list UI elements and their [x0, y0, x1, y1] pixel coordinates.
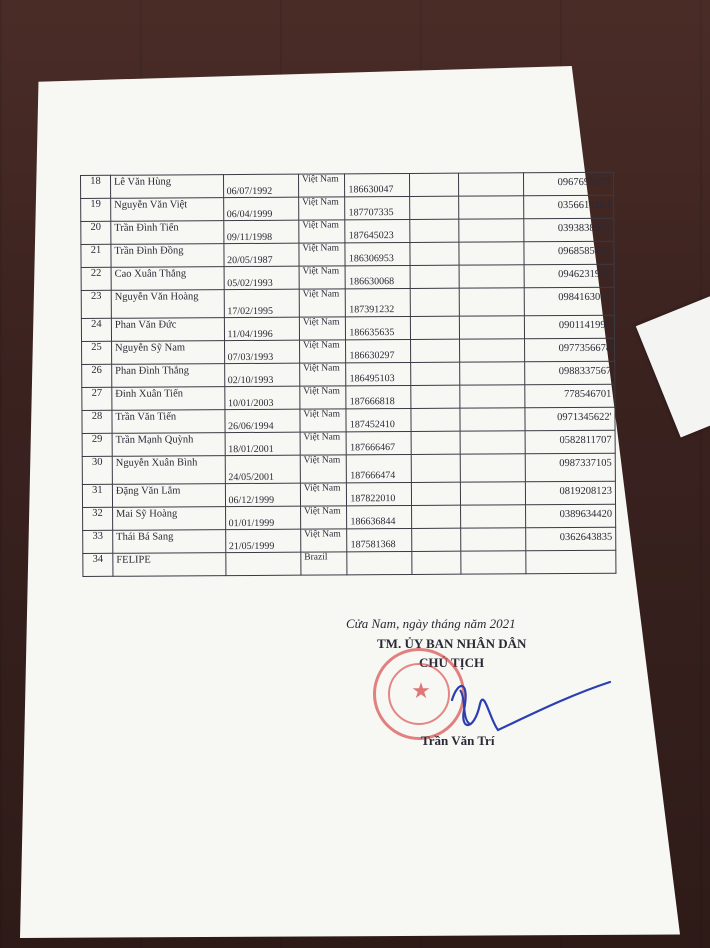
cell-blank [412, 454, 461, 482]
cell-date-of-birth-text: 10/01/2003 [227, 397, 274, 410]
cell-nationality: Việt Nam [300, 386, 347, 409]
cell-blank [461, 528, 526, 551]
cell-blank [410, 196, 459, 219]
cell-blank [412, 551, 461, 574]
cell-blank [411, 362, 460, 385]
cell-date-of-birth-text: 26/06/1994 [228, 420, 274, 433]
signer-role: CHỦ TỊCH [419, 655, 485, 670]
cell-phone [524, 264, 614, 288]
cell-id-number-text: 186306953 [348, 253, 394, 265]
cell-blank [460, 339, 525, 362]
table-row [83, 504, 616, 530]
cell-date-of-birth [223, 243, 299, 266]
cell-full-name-text: Trần Đình Tiến [114, 222, 179, 234]
cell-phone [524, 287, 614, 316]
cell-id-number-text: 187822010 [350, 493, 396, 505]
cell-date-of-birth-text: 06/07/1992 [226, 185, 273, 198]
cell-number: 20 [81, 221, 111, 244]
cell-phone-text: 0968585969 [557, 245, 611, 258]
cell-full-name [111, 221, 224, 245]
table-row [82, 361, 615, 387]
cell-date-of-birth [225, 483, 301, 506]
cell-nationality: Việt Nam [300, 409, 347, 432]
cell-number: 29 [82, 433, 112, 456]
cell-number: 23 [81, 290, 111, 318]
cell-blank [459, 242, 524, 265]
cell-full-name [110, 175, 223, 199]
cell-phone [525, 361, 615, 385]
cell-blank [411, 339, 460, 362]
cell-full-name [112, 364, 225, 388]
cell-blank [460, 431, 525, 454]
cell-number: 25 [82, 341, 112, 364]
cell-id-number [346, 408, 411, 431]
cell-id-number [346, 431, 411, 454]
table-row [81, 195, 614, 221]
cell-full-name-text: Phan Văn Đức [114, 319, 177, 331]
cell-number: 24 [81, 318, 111, 341]
table-row [82, 384, 615, 410]
cell-number: 18 [81, 175, 111, 198]
cell-blank [411, 385, 460, 408]
cell-full-name [112, 387, 225, 411]
cell-phone [525, 407, 615, 431]
cell-number: 28 [82, 410, 112, 433]
cell-nationality: Việt Nam [300, 506, 347, 529]
cell-date-of-birth-text: 18/01/2001 [228, 443, 274, 456]
cell-id-number [345, 196, 410, 219]
cell-blank [459, 219, 524, 242]
cell-nationality: Việt Nam [300, 363, 347, 386]
cell-id-number [346, 288, 411, 316]
cell-date-of-birth [225, 455, 301, 483]
cell-phone-text: 0967695678 [557, 176, 611, 189]
cell-blank [459, 196, 524, 219]
table-row [81, 287, 614, 318]
cell-phone [526, 527, 616, 551]
member-list-table [80, 172, 616, 577]
table-row [81, 172, 614, 198]
cell-number: 26 [82, 364, 112, 387]
cell-date-of-birth-text: 11/04/1996 [227, 328, 273, 341]
place-date-line: Cửa Nam, ngày tháng năm 2021 [346, 616, 516, 631]
cell-blank [410, 219, 459, 242]
cell-phone [524, 218, 614, 242]
cell-id-number-text: 187452410 [349, 419, 395, 431]
cell-nationality: Việt Nam [299, 340, 346, 363]
signer-name: Trần Văn Trí [421, 733, 495, 748]
cell-blank [412, 528, 461, 551]
cell-phone [524, 241, 614, 265]
cell-full-name [112, 433, 225, 457]
cell-full-name-text: Phan Đình Thắng [115, 365, 190, 377]
cell-full-name [113, 553, 226, 577]
cell-blank [460, 454, 525, 482]
cell-blank [459, 288, 524, 316]
cell-blank [411, 316, 460, 339]
cell-phone [525, 338, 615, 362]
cell-date-of-birth [224, 289, 300, 317]
cell-blank [412, 505, 461, 528]
cell-phone-text: 0988337567 [558, 365, 612, 378]
cell-full-name-text: Nguyễn Xuân Bình [115, 457, 198, 469]
cell-id-number-text: 186636844 [350, 516, 396, 528]
cell-phone-text: 0987337105 [559, 457, 612, 470]
cell-phone [524, 315, 614, 339]
cell-nationality: Việt Nam [300, 455, 347, 483]
cell-blank [460, 385, 525, 408]
cell-date-of-birth [224, 363, 300, 386]
cell-blank [458, 173, 523, 196]
cell-blank [459, 316, 524, 339]
table-row [81, 315, 614, 341]
cell-date-of-birth [224, 340, 300, 363]
cell-date-of-birth-text: 05/02/1993 [227, 277, 273, 290]
cell-blank [460, 408, 525, 431]
cell-blank [411, 265, 460, 288]
cell-date-of-birth-text: 02/10/1993 [227, 374, 274, 387]
cell-id-number [346, 385, 411, 408]
cell-date-of-birth [224, 266, 300, 289]
cell-full-name-text: Đặng Văn Lắm [115, 485, 181, 497]
cell-phone-text: 778546701 [564, 388, 612, 401]
cell-id-number [347, 551, 412, 574]
cell-blank [411, 408, 460, 431]
cell-nationality: Việt Nam [299, 266, 346, 289]
cell-full-name-text: Nguyễn Văn Hoàng [114, 291, 199, 303]
cell-phone-text: 0362643835 [559, 531, 613, 544]
cell-blank [460, 362, 525, 385]
cell-number: 33 [83, 530, 113, 553]
cell-id-number-text: 186495103 [349, 373, 395, 385]
cell-nationality: Việt Nam [299, 243, 346, 266]
cell-date-of-birth-text: 20/05/1987 [227, 254, 273, 267]
cell-full-name [112, 484, 225, 508]
cell-full-name-text: Lê Văn Hùng [113, 176, 171, 188]
cell-blank [410, 173, 459, 196]
cell-date-of-birth [225, 432, 301, 455]
cell-full-name [112, 507, 225, 531]
table-row [83, 527, 616, 553]
background-paper-corner [636, 293, 710, 438]
cell-phone-text: 0984163064 [558, 291, 611, 304]
cell-date-of-birth-text: 06/04/1999 [226, 208, 273, 221]
cell-full-name [111, 267, 224, 291]
cell-id-number [346, 339, 411, 362]
cell-date-of-birth-text: 21/05/1999 [228, 540, 275, 553]
cell-phone-text: 0582811707 [559, 434, 612, 447]
cell-nationality: Việt Nam [299, 197, 346, 220]
cell-id-number [345, 173, 410, 196]
cell-number: 31 [82, 484, 112, 507]
cell-blank [411, 288, 460, 316]
cell-full-name [111, 290, 224, 319]
cell-id-number-text: 187645023 [348, 230, 394, 242]
cell-full-name-text: Mai Sỹ Hoàng [115, 508, 178, 520]
cell-date-of-birth-text: 09/11/1998 [226, 231, 273, 244]
cell-phone [525, 430, 615, 454]
cell-phone-text: 0819208123 [559, 485, 612, 498]
cell-phone [524, 172, 614, 196]
cell-full-name-text: Cao Xuân Thắng [114, 268, 187, 280]
cell-full-name [112, 410, 225, 434]
cell-nationality: Việt Nam [301, 529, 348, 552]
cell-date-of-birth [224, 386, 300, 409]
cell-full-name [111, 244, 224, 268]
cell-nationality: Việt Nam [300, 483, 347, 506]
cell-full-name [113, 530, 226, 554]
cell-full-name-text: Đinh Xuân Tiến [115, 388, 184, 400]
table-row [81, 241, 614, 267]
cell-date-of-birth-text: 07/03/1993 [227, 351, 274, 364]
cell-date-of-birth-text: 17/02/1995 [227, 305, 273, 318]
cell-date-of-birth [225, 506, 301, 529]
cell-blank [459, 265, 524, 288]
cell-number: 30 [82, 456, 112, 484]
cell-phone-text: 0971345622' [557, 411, 612, 424]
seal-star-icon: ★ [411, 679, 431, 704]
cell-blank [461, 505, 526, 528]
cell-id-number-text: 186630047 [348, 184, 394, 196]
cell-full-name [111, 318, 224, 342]
cell-nationality: Brazil [301, 552, 348, 575]
cell-phone-text: 0946231993 [558, 268, 611, 281]
cell-date-of-birth [225, 552, 301, 575]
cell-phone-text: 0389634420 [559, 508, 613, 521]
cell-id-number-text: 187666818 [349, 396, 395, 408]
cell-id-number-text: 186635635 [349, 327, 395, 339]
cell-id-number [345, 219, 410, 242]
cell-full-name-text: Nguyễn Văn Việt [114, 199, 188, 211]
cell-phone [524, 195, 614, 219]
cell-phone-text: 0393838661 [557, 222, 611, 235]
cell-id-number [346, 362, 411, 385]
cell-phone [526, 504, 616, 528]
table-body [81, 172, 616, 576]
cell-full-name-text: FELIPE [116, 554, 151, 566]
cell-phone [525, 481, 615, 505]
cell-id-number-text: 187666467 [350, 442, 396, 454]
cell-blank [461, 551, 526, 574]
cell-full-name-text: Nguyễn Sỹ Nam [114, 342, 186, 354]
table-row [82, 453, 615, 484]
table-row [81, 218, 614, 244]
cell-id-number [345, 242, 410, 265]
cell-nationality: Việt Nam [299, 289, 346, 317]
cell-date-of-birth-text: 24/05/2001 [228, 471, 274, 484]
cell-date-of-birth [224, 409, 300, 432]
cell-date-of-birth-text: 06/12/1999 [228, 494, 275, 507]
cell-number: 27 [82, 387, 112, 410]
cell-full-name-text: Thái Bá Sang [116, 531, 174, 543]
table-row [81, 264, 614, 290]
cell-date-of-birth [223, 197, 299, 220]
cell-full-name [112, 456, 225, 485]
table-row [82, 430, 615, 456]
cell-nationality: Việt Nam [299, 317, 346, 340]
cell-number: 21 [81, 244, 111, 267]
cell-id-number-text: 186630068 [349, 276, 395, 288]
cell-id-number-text: 187666474 [350, 470, 396, 482]
organization-title: TM. ỦY BAN NHÂN DÂN [377, 636, 527, 651]
table-row [82, 407, 615, 433]
cell-nationality: Việt Nam [298, 174, 345, 197]
cell-date-of-birth [223, 220, 299, 243]
cell-nationality: Việt Nam [300, 432, 347, 455]
cell-full-name-text: Trần Đình Đồng [114, 245, 184, 257]
cell-date-of-birth [225, 529, 301, 552]
cell-full-name-text: Trần Văn Tiến [115, 411, 177, 423]
cell-id-number-text: 187391232 [349, 304, 395, 316]
cell-id-number [347, 454, 412, 482]
table-row [83, 550, 616, 576]
cell-blank [410, 242, 459, 265]
cell-id-number-text: 186630297 [349, 350, 395, 362]
cell-id-number-text: 187581368 [350, 539, 396, 551]
cell-nationality: Việt Nam [299, 220, 346, 243]
cell-phone [526, 550, 616, 574]
cell-blank [460, 482, 525, 505]
cell-phone-text: 0901141996 [558, 319, 611, 332]
cell-phone [525, 384, 615, 408]
cell-id-number [347, 528, 412, 551]
cell-phone-text [529, 551, 612, 556]
cell-id-number-text: 187707335 [348, 207, 394, 219]
cell-full-name-text: Trần Mạnh Quỳnh [115, 434, 194, 446]
cell-id-number [347, 482, 412, 505]
cell-date-of-birth [224, 317, 300, 340]
cell-number: 34 [83, 553, 113, 576]
cell-phone [525, 453, 615, 482]
cell-phone-text: 0977356678 [558, 342, 612, 355]
cell-date-of-birth-text: 01/01/1999 [228, 517, 275, 530]
cell-date-of-birth [223, 174, 299, 197]
cell-phone-text: 0356612304 [557, 199, 611, 212]
cell-number: 32 [83, 507, 113, 530]
cell-id-number [345, 265, 410, 288]
cell-number: 22 [81, 267, 111, 290]
table-row [82, 338, 615, 364]
cell-full-name [111, 341, 224, 365]
table-row [82, 481, 615, 507]
cell-blank [412, 482, 461, 505]
cell-number: 19 [81, 198, 111, 221]
cell-full-name [111, 198, 224, 222]
cell-id-number [346, 316, 411, 339]
cell-id-number [347, 505, 412, 528]
cell-blank [412, 431, 461, 454]
